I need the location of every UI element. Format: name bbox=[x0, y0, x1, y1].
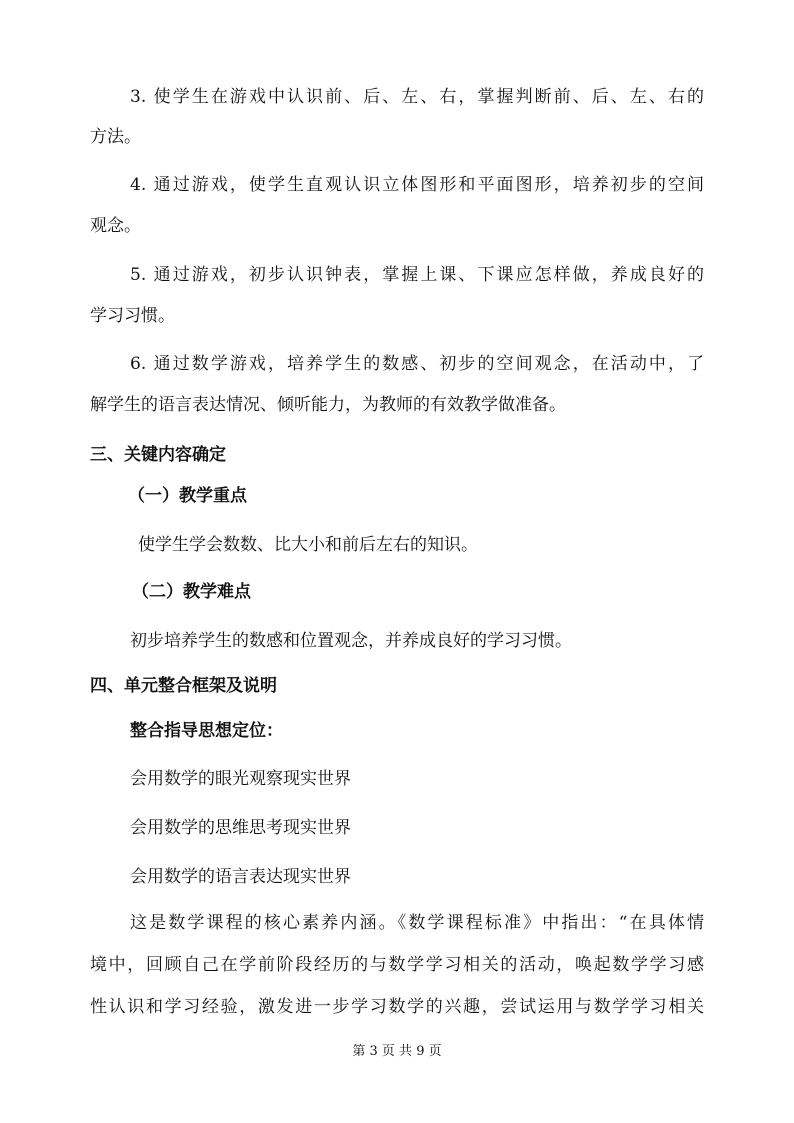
paragraph-line: 6. 通过数学游戏，培养学生的数感、初步的空间观念，在活动中，了 bbox=[130, 354, 704, 374]
paragraph-line: 使学生学会数数、比大小和前后左右的知识。 bbox=[138, 535, 478, 555]
paragraph-line: 4. 通过游戏，使学生直观认识立体图形和平面图形，培养初步的空间 bbox=[130, 175, 704, 195]
paragraph-line: 这是数学课程的核心素养内涵。《数学课程标准》中指出：“在具体情 bbox=[130, 913, 704, 933]
paragraph-line: 会用数学的语言表达现实世界 bbox=[130, 867, 351, 887]
paragraph-line: 境中，回顾自己在学前阶段经历的与数学学习相关的活动，唤起数学学习感 bbox=[90, 955, 704, 975]
subsection-heading: （一）教学重点 bbox=[128, 486, 247, 506]
paragraph-line: 学习习惯。 bbox=[90, 306, 175, 326]
section-heading: 三、关键内容确定 bbox=[90, 445, 226, 465]
section-heading: 四、单元整合框架及说明 bbox=[90, 676, 277, 696]
paragraph-line: 会用数学的思维思考现实世界 bbox=[130, 818, 351, 838]
page-number-footer: 第 3 页 共 9 页 bbox=[352, 1044, 442, 1059]
paragraph-line: 解学生的语言表达情况、倾听能力，为教师的有效教学做准备。 bbox=[90, 395, 566, 415]
paragraph-line: 会用数学的眼光观察现实世界 bbox=[130, 769, 351, 789]
subsection-heading: 整合指导思想定位： bbox=[130, 721, 283, 741]
paragraph-line: 5. 通过游戏，初步认识钟表，掌握上课、下课应怎样做，养成良好的 bbox=[130, 265, 704, 285]
paragraph-line: 性认识和学习经验，激发进一步学习数学的兴趣，尝试运用与数学学习相关 bbox=[90, 997, 704, 1017]
paragraph-line: 观念。 bbox=[90, 216, 141, 236]
paragraph-line: 方法。 bbox=[90, 127, 141, 147]
paragraph-line: 3. 使学生在游戏中认识前、后、左、右，掌握判断前、后、左、右的 bbox=[130, 87, 704, 107]
paragraph-line: 初步培养学生的数感和位置观念，并养成良好的学习习惯。 bbox=[130, 631, 572, 651]
subsection-heading: （二）教学难点 bbox=[132, 582, 251, 602]
